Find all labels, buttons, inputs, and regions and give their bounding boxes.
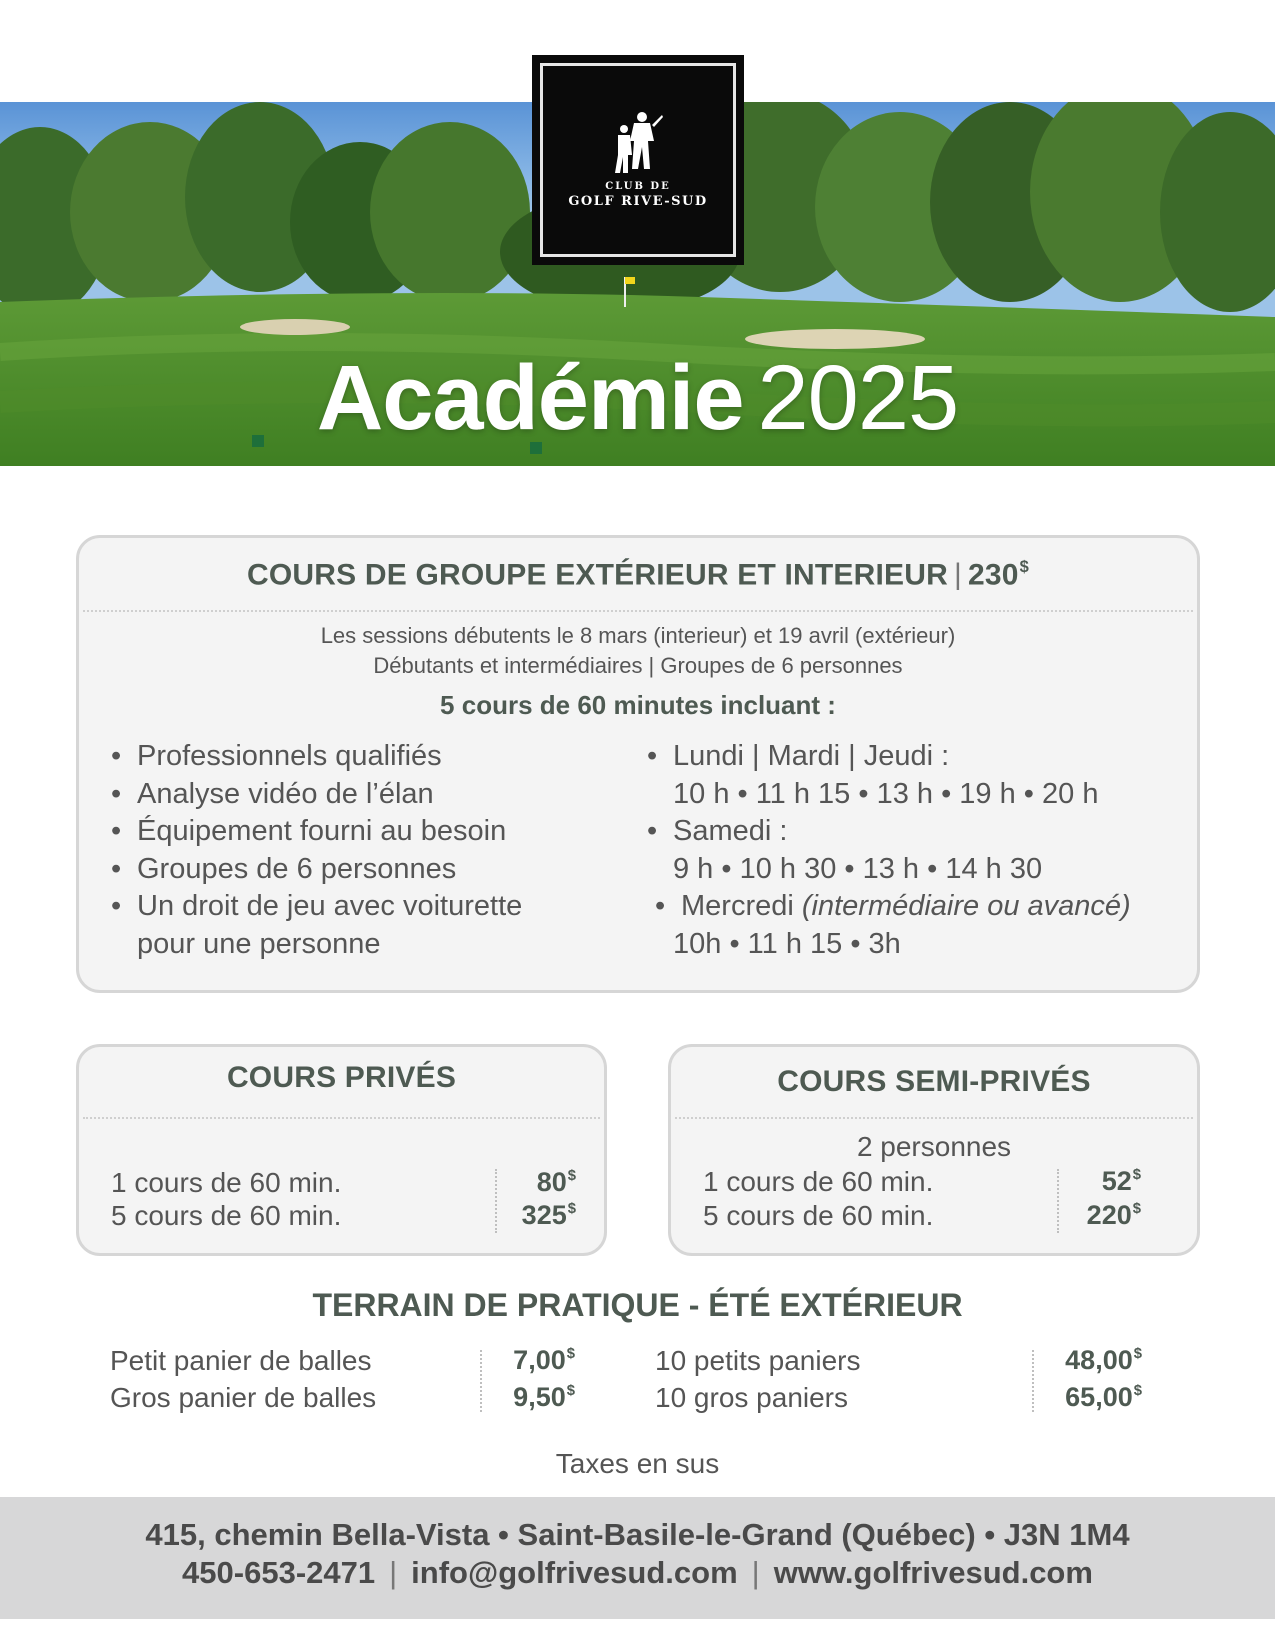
private-title: COURS PRIVÉS — [226, 1061, 457, 1094]
schedule-list — [647, 738, 1177, 963]
practice-title: TERRAIN DE PRATIQUE - ÉTÉ EXTÉRIEUR — [312, 1287, 963, 1323]
practice-right-1-label: 10 petits paniers — [655, 1345, 861, 1376]
practice-right-2-price: 65,00$ — [1065, 1382, 1142, 1412]
private-row-2-price: 325$ — [521, 1200, 576, 1230]
footer-contact — [0, 1555, 1275, 1591]
practice-left-1-price: 7,00$ — [513, 1345, 575, 1375]
title-bold: Académie — [316, 347, 744, 449]
wednesday-note: (intermédiaire ou avancé) — [801, 890, 1131, 922]
divider — [83, 610, 1193, 612]
semi-row-2-label: 5 cours de 60 min. — [703, 1200, 934, 1231]
schedule-wednesday-times: 10h • 11 h 15 • 3h — [673, 927, 901, 960]
column-divider — [1032, 1350, 1034, 1412]
semi-private-course-box — [668, 1044, 1200, 1256]
session-levels: Débutants et intermédiaires | Groupes de 6 personnes — [373, 653, 903, 678]
includes-heading: 5 cours de 60 minutes incluant : — [440, 690, 836, 720]
title-separator: | — [953, 558, 962, 592]
column-divider — [495, 1169, 497, 1233]
schedule-weekdays-times: 10 h • 11 h 15 • 13 h • 19 h • 20 h — [673, 777, 1099, 810]
semi-private-title: COURS SEMI-PRIVÉS — [777, 1065, 1091, 1098]
group-course-box — [76, 535, 1200, 993]
features-list — [111, 738, 611, 963]
list-item-continuation: pour une personne — [137, 927, 381, 960]
page-title — [0, 347, 1275, 449]
group-course-title — [79, 558, 1197, 592]
footer-email-link[interactable]: info@golfrivesud.com — [411, 1555, 738, 1590]
logo-line-2: GOLF RIVE-SUD — [568, 194, 708, 209]
session-dates: Les sessions débutents le 8 mars (interieur) et 19 avril (extérieur) — [320, 623, 956, 648]
practice-left-2-label: Gros panier de balles — [110, 1382, 377, 1413]
footer-website-link[interactable]: www.golfrivesud.com — [773, 1555, 1093, 1590]
private-row-1-label: 1 cours de 60 min. — [111, 1167, 342, 1198]
list-item: • Un droit de jeu avec voiturette — [111, 890, 523, 922]
schedule-wednesday: • Mercredi (intermédiaire ou avancé) — [655, 890, 1131, 922]
list-item: • Groupes de 6 personnes — [111, 852, 457, 885]
private-course-box — [76, 1044, 607, 1256]
title-year: 2025 — [757, 347, 959, 449]
practice-left-2-price: 9,50$ — [513, 1382, 575, 1412]
practice-right-2-label: 10 gros paniers — [655, 1382, 849, 1413]
list-item: • Professionnels qualifiés — [111, 740, 442, 772]
practice-right-1-price: 48,00$ — [1065, 1345, 1142, 1375]
schedule-saturday-times: 9 h • 10 h 30 • 13 h • 14 h 30 — [673, 852, 1043, 885]
footer-phone[interactable]: 450-653-2471 — [182, 1555, 376, 1590]
private-row-1-price: 80$ — [536, 1167, 576, 1197]
currency-symbol: $ — [1019, 558, 1030, 576]
footer-separator: | — [389, 1555, 398, 1590]
column-divider — [1057, 1169, 1059, 1233]
semi-row-1-price: 52$ — [1101, 1166, 1141, 1196]
list-item: • Équipement fourni au besoin — [111, 815, 507, 847]
semi-private-subtitle: 2 personnes — [856, 1131, 1012, 1162]
divider — [83, 1117, 600, 1119]
private-row-2-label: 5 cours de 60 min. — [111, 1200, 342, 1231]
column-divider — [480, 1350, 482, 1412]
footer-separator: | — [751, 1555, 760, 1590]
practice-left-1-label: Petit panier de balles — [110, 1345, 372, 1376]
club-logo — [532, 55, 744, 265]
golfer-silhouette-icon — [612, 111, 664, 175]
logo-line-1: CLUB DE — [605, 181, 671, 192]
list-item: • Analyse vidéo de l’élan — [111, 777, 434, 810]
taxes-note: Taxes en sus — [555, 1448, 720, 1479]
divider — [675, 1117, 1193, 1119]
footer — [0, 1497, 1275, 1619]
schedule-saturday: • Samedi : — [647, 815, 788, 847]
logo-frame — [540, 63, 736, 257]
footer-address: 415, chemin Bella-Vista • Saint-Basile-le-Grand (Québec) • J3N 1M4 — [145, 1517, 1130, 1552]
semi-row-2-price: 220$ — [1086, 1200, 1141, 1230]
group-price: 230 — [967, 558, 1019, 592]
group-title-text: COURS DE GROUPE EXTÉRIEUR ET INTERIEUR — [246, 558, 948, 592]
semi-row-1-label: 1 cours de 60 min. — [703, 1166, 934, 1197]
schedule-weekdays: • Lundi | Mardi | Jeudi : — [647, 740, 950, 772]
